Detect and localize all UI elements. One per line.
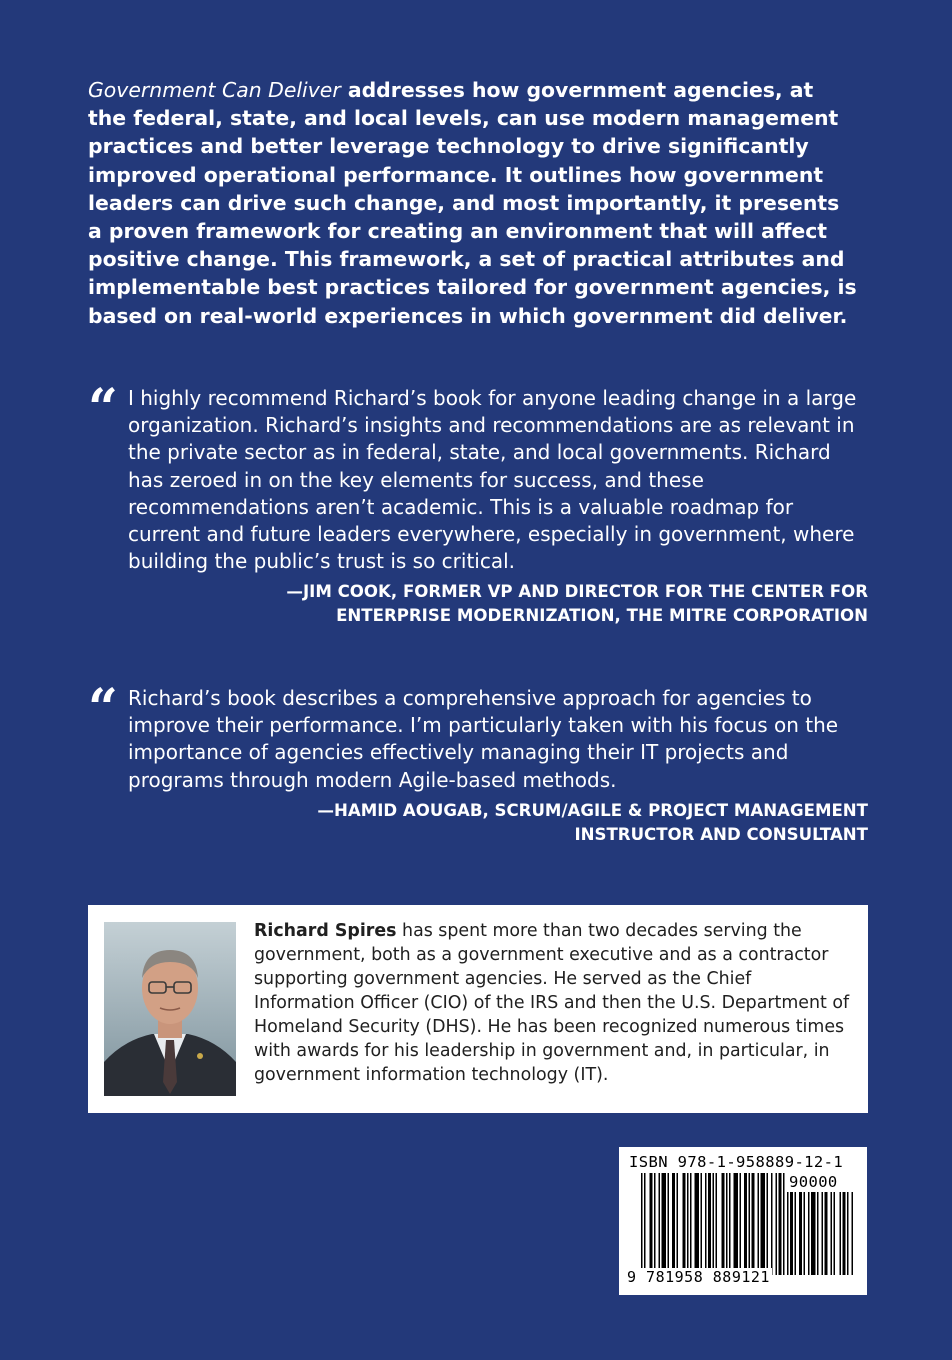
- barcode-digits: 9 781958 889121: [627, 1268, 770, 1286]
- author-bio-text: [254, 919, 854, 1087]
- blurb-text: addresses how government agencies, at the federal, state, and local levels, can use modern management practices and better leverage technology to drive significantly improved operational performance. It outlines how government leaders can drive such change, and most importantly, it presents a proven framework for creating an environment that will affect positive change. This framework, a set of practical attributes and implementable best practices tailored for government agencies, is based on real-world experiences in which government did deliver.: [88, 78, 857, 328]
- endorsement-attribution: [88, 799, 868, 847]
- author-portrait-illustration: [104, 922, 236, 1096]
- author-bio-body: has spent more than two decades serving the government, both as a government executive and as a contractor supporting government agencies. He served as the Chief Information Officer (CIO) of the IRS and then the U.S. Department of Homeland Security (DHS). He has been recognized numerous times with awards for his leadership in government and, in particular, in government information technology (IT).: [254, 921, 850, 1085]
- quote-mark-icon: “: [88, 678, 118, 739]
- author-name: Richard Spires: [254, 921, 397, 941]
- isbn-label: ISBN 978-1-958889-12-1: [629, 1153, 844, 1171]
- book-title-italic: Government Can Deliver: [88, 78, 341, 102]
- attribution-line: —JIM COOK, FORMER VP AND DIRECTOR FOR THE CENTER FOR: [286, 582, 868, 602]
- ean13-barcode: [641, 1173, 785, 1275]
- endorsement-text: I highly recommend Richard’s book for anyone leading change in a large organization. Richard’s insights and recommendations are as relevant in the private sector as in federal, state, and local governments. Richard has zeroed in on the key elements for success, and these recommendations aren’t academic. This is a valuable roadmap for current and future leaders everywhere, especially in government, where building the public’s trust is so critical.: [128, 386, 857, 574]
- attribution-line: INSTRUCTOR AND CONSULTANT: [574, 824, 868, 844]
- endorsement-quote-1: [88, 378, 868, 628]
- endorsement-quote-2: [88, 678, 868, 847]
- attribution-line: ENTERPRISE MODERNIZATION, THE MITRE CORPORATION: [336, 606, 868, 626]
- quote-mark-icon: “: [88, 378, 118, 439]
- author-bio-box: [88, 905, 868, 1113]
- back-cover-blurb: [88, 76, 858, 330]
- price-code: 90000: [789, 1173, 838, 1191]
- isbn-barcode-box: [619, 1147, 867, 1295]
- addon-barcode: [787, 1192, 857, 1275]
- endorsement-text: Richard’s book describes a comprehensive approach for agencies to improve their performance. I’m particularly taken with his focus on the importance of agencies effectively managing their IT projects and programs through modern Agile-based methods.: [128, 686, 839, 792]
- author-photo: [104, 922, 236, 1096]
- endorsement-attribution: [88, 580, 868, 628]
- attribution-line: —HAMID AOUGAB, SCRUM/AGILE & PROJECT MANAGEMENT: [317, 800, 868, 820]
